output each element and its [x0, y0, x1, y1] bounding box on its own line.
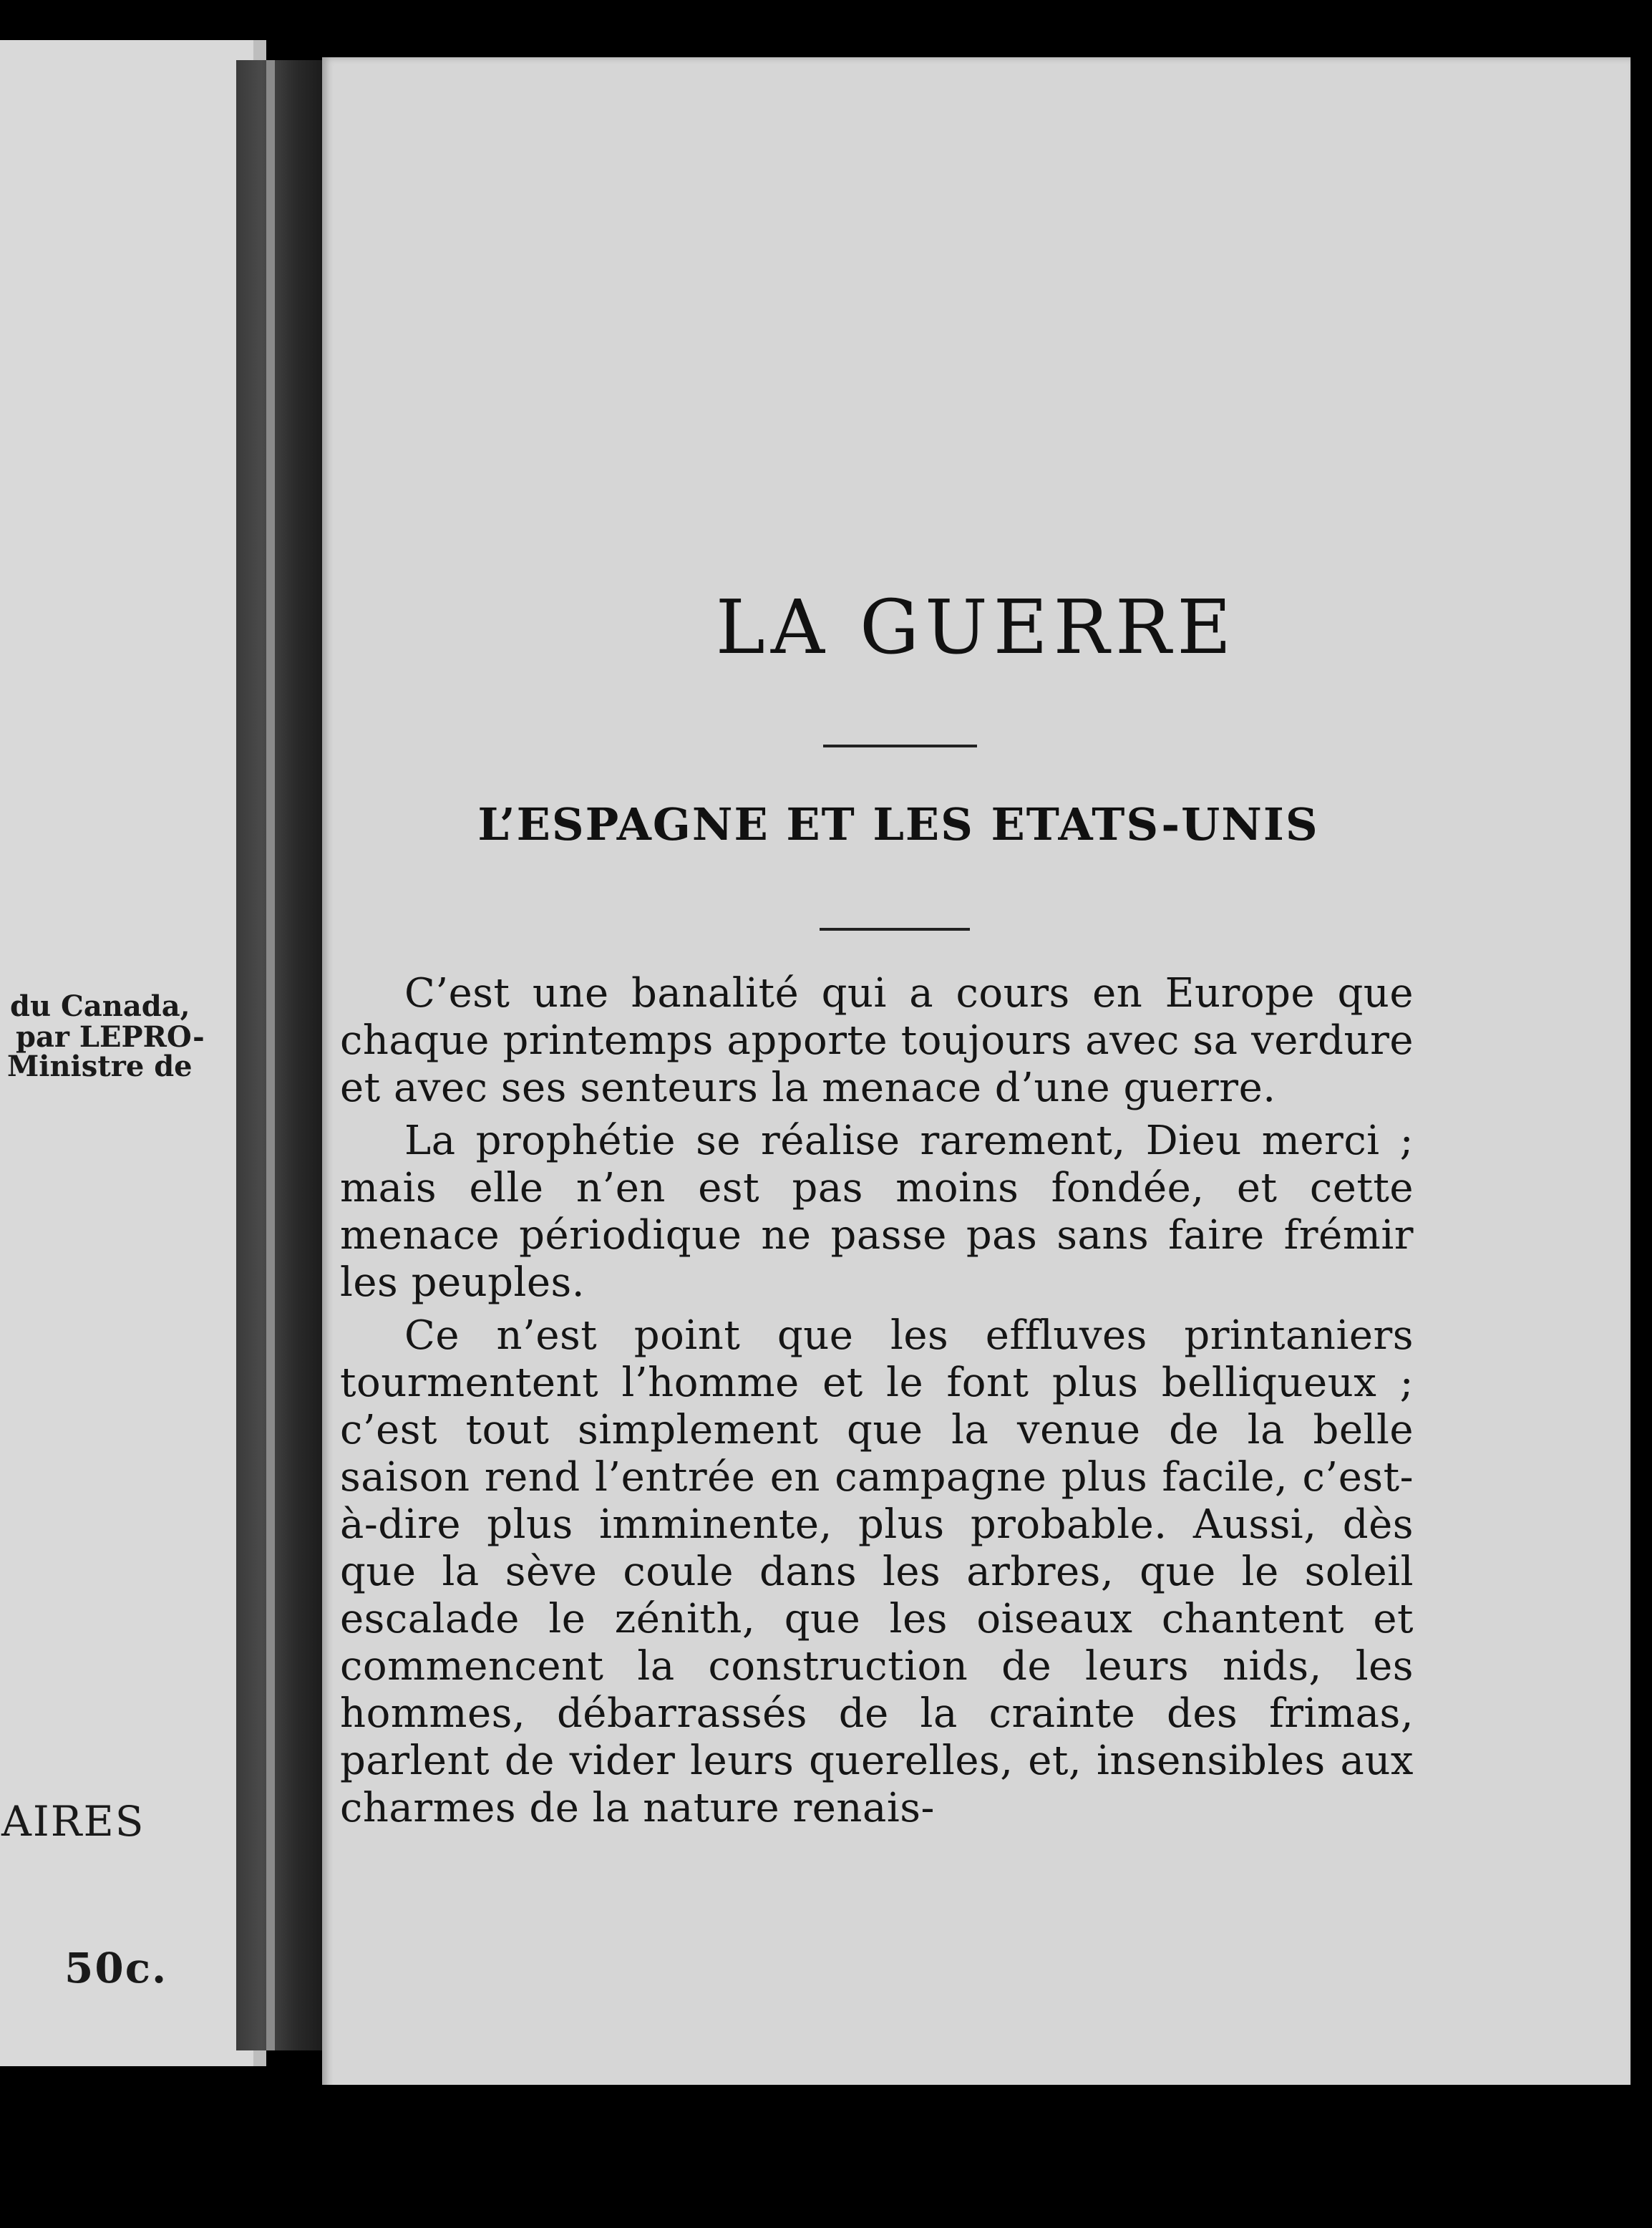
page-subtitle: L’ESPAGNE ET LES ETATS-UNIS: [477, 798, 1319, 851]
left-fragment-heading: AIRES: [1, 1797, 145, 1846]
left-fragment-line-3: Ministre de: [7, 1050, 193, 1083]
left-fragment-price: 50c.: [64, 1944, 168, 1992]
paragraph: Ce n’est point que les effluves printaniers tourmentent l’homme et le font plus belliqueux ; c’est tout simplement que la venue de la belle saison rend l’entrée en campagne plus facile, c’est-à-dire plus imminente, plus probable. Aussi, dès que la sève coule dans les arbres, que le soleil escalade le zénith, que les oiseaux chantent et commencent la construction de leurs nids, les hommes, débarrassés de la crainte des frimas, parlent de vider leurs querelles, et, insensibles aux charmes de la nature renais-: [340, 1312, 1414, 1831]
paragraph: La prophétie se réalise rarement, Dieu merci ; mais elle n’en est pas moins fondée, et cette menace périodique ne passe pas sans faire frémir les peuples.: [340, 1118, 1414, 1306]
left-fragment-line-2: par LEPRO-: [16, 1020, 205, 1054]
body-text: [340, 970, 1414, 1838]
scan-bottom-border: [0, 2085, 1652, 2228]
book-spine: [236, 60, 322, 2050]
book-spine-highlight: [266, 60, 275, 2050]
scan-right-border: [1631, 0, 1652, 2228]
left-fragment-line-1: du Canada,: [10, 989, 190, 1023]
subtitle-rule: [820, 928, 970, 931]
page-title: LA GUERRE: [715, 583, 1238, 671]
title-rule: [823, 745, 977, 747]
paragraph: C’est une banalité qui a cours en Europe que chaque printemps apporte toujours avec sa verdure et avec ses senteurs la menace d’une guerre.: [340, 970, 1414, 1111]
